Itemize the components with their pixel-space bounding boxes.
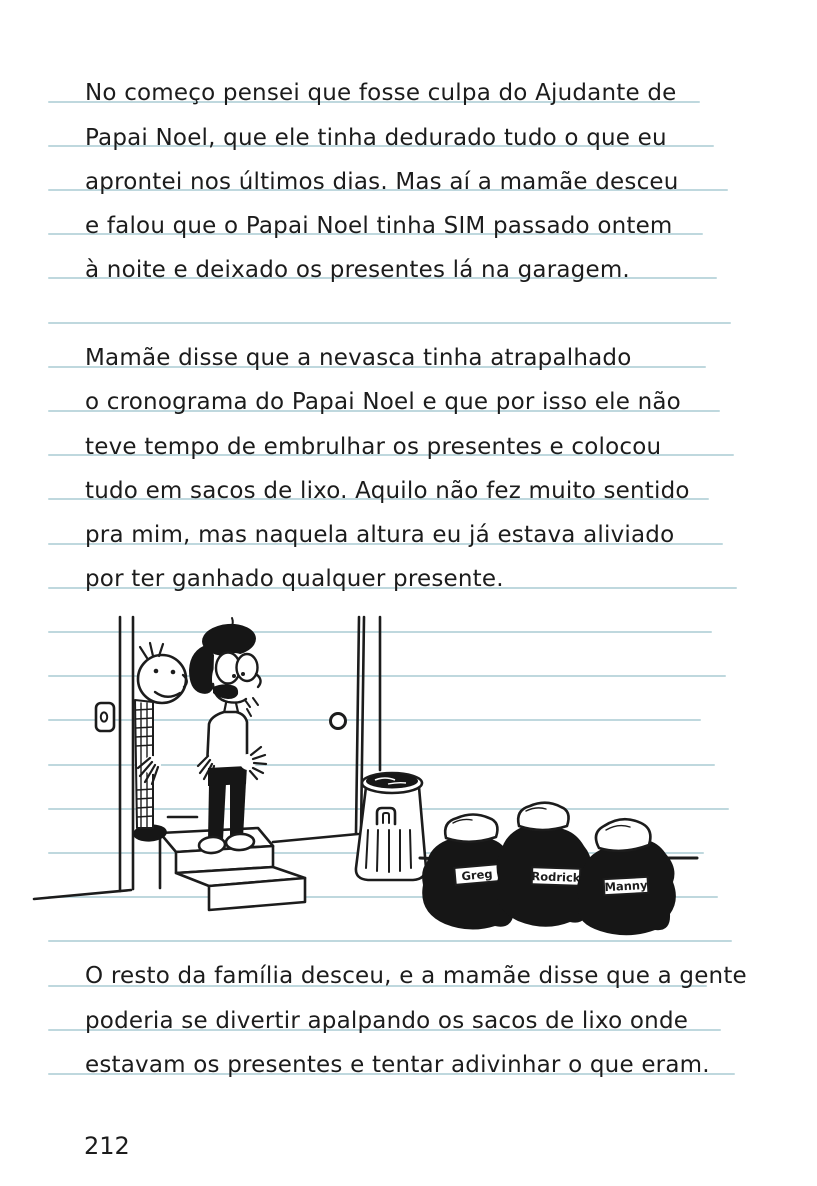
mom-eye-right [237, 654, 258, 681]
bag-label-greg: Greg [460, 866, 494, 884]
text-line: tudo em sacos de lixo. Aquilo não fez muito sentido [85, 477, 690, 504]
text-line: poderia se divertir apalpando os sacos de lixo onde [85, 1007, 689, 1034]
gift-bags [420, 803, 697, 936]
mom-nose [256, 674, 261, 687]
mom-shoe-left [198, 836, 225, 854]
trash-can [356, 773, 426, 880]
text-line: Papai Noel, que ele tinha dedurado tudo o que eu [85, 124, 667, 151]
paragraph-2 [85, 336, 690, 601]
gift-bag-manny [577, 819, 676, 935]
text-line: Mamãe disse que a nevasca tinha atrapalhado [85, 345, 632, 372]
mom-character [189, 618, 266, 854]
bag-label-manny: Manny [604, 877, 648, 895]
text-line: O resto da família desceu, e a mamãe disse que a gente [85, 963, 747, 990]
text-line: por ter ganhado qualquer presente. [85, 566, 504, 593]
text-line: No começo pensei que fosse culpa do Ajudante de [85, 80, 677, 107]
paragraph-1 [85, 71, 679, 292]
startle-marks [245, 698, 258, 716]
greg-character [132, 643, 197, 843]
text-line: estavam os presentes e tentar adivinhar o que eram. [85, 1051, 710, 1078]
text-line: o cronograma do Papai Noel e que por isso ele não [85, 389, 681, 416]
ruled-line [48, 322, 731, 324]
left-door [34, 617, 133, 899]
mom-shoe-right [226, 833, 255, 850]
bag-label-rodrick: Rodrick [531, 869, 581, 885]
paragraph-3 [85, 954, 747, 1087]
text-line: à noite e deixado os presentes lá na garagem. [85, 257, 630, 284]
text-line: teve tempo de embrulhar os presentes e colocou [85, 433, 662, 460]
light-switch [96, 703, 114, 731]
greg-eye-right [171, 670, 176, 675]
mom-hair-curl [189, 644, 214, 694]
garage-cartoon-illustration [0, 600, 817, 945]
page-number: 212 [84, 1132, 130, 1160]
text-line: pra mim, mas naquela altura eu já estava aliviado [85, 522, 675, 549]
text-line: e falou que o Papai Noel tinha SIM passado ontem [85, 212, 673, 239]
greg-eye-left [154, 669, 159, 674]
doorknob [331, 714, 346, 729]
text-line: aprontei nos últimos dias. Mas aí a mamãe desceu [85, 168, 679, 195]
